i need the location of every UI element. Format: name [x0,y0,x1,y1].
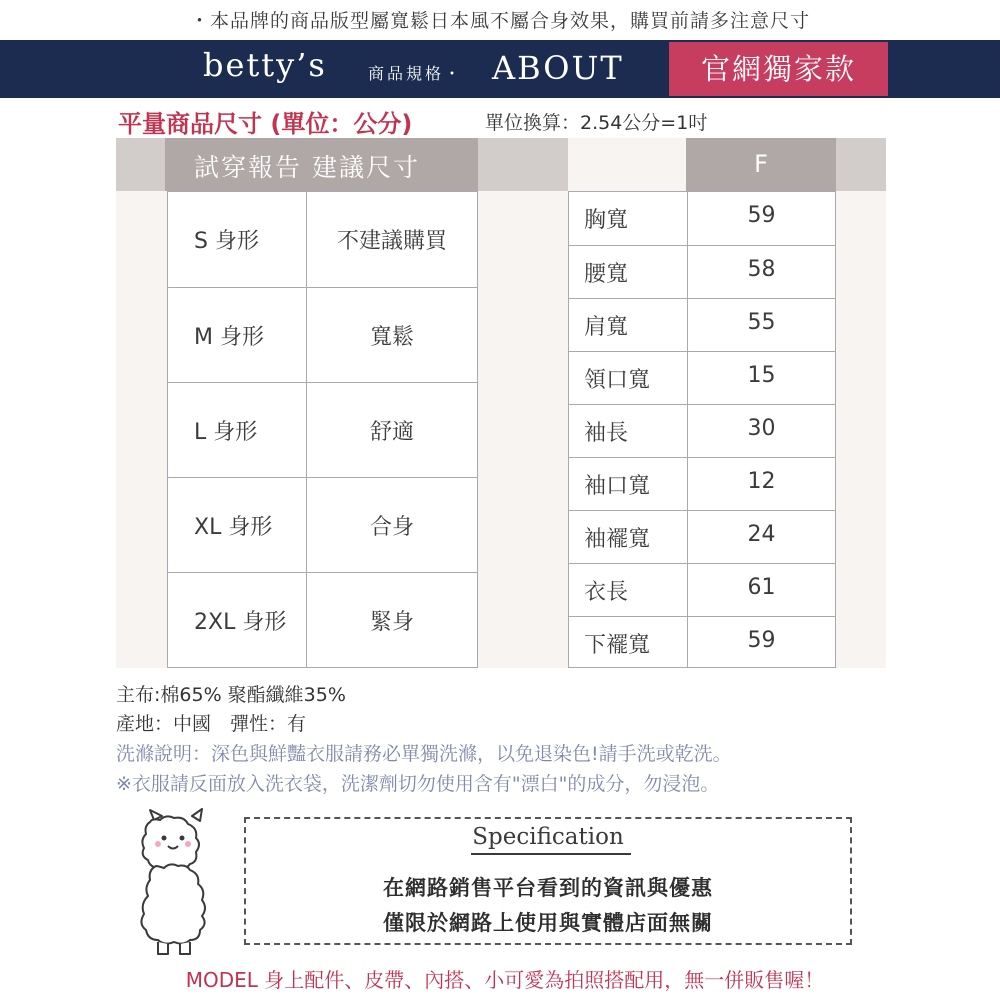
table-row [569,192,835,245]
notice-text: ・本品牌的商品版型屬寬鬆日本風不屬合身效果，購買前請多注意尺寸 [189,10,810,32]
measure-name-cell: 領口寬 [584,368,651,393]
title-underline [471,853,631,855]
wash-warning: ※衣服請反面放入洗衣袋，洗潔劑切勿使用含有"漂白"的成分，勿浸泡。 [116,773,720,795]
fit-advice-cell: 緊身 [369,610,414,635]
measure-name-cell: 肩寬 [584,315,629,340]
about-label: ABOUT [492,49,624,87]
origin-text: 產地：中國 彈性：有 [116,713,307,735]
fit-advice-cell: 不建議購買 [336,229,447,254]
measure-name-cell: 衣長 [584,580,629,605]
measure-value-cell: 58 [747,257,776,282]
measure-name-cell: 袖口寬 [584,474,651,499]
table-row [569,404,835,457]
table-row [569,298,835,351]
promo-line-1: 在網路銷售平台看到的資訊與優惠 [383,876,713,900]
measure-name-cell: 腰寬 [584,262,629,287]
measure-value-cell: 59 [747,203,776,228]
fit-body-cell: S 身形 [194,229,259,254]
measure-value-cell: 30 [747,416,776,441]
measure-name-cell: 袖襬寬 [584,527,651,552]
alpaca-icon [136,808,228,958]
fabric-text: 主布:棉65% 聚酯纖維35% [116,684,346,706]
wash-instructions: 洗滌說明：深色與鮮豔衣服請務必單獨洗滌，以免退染色!請手洗或乾洗。 [116,743,732,765]
size-title: 平量商品尺寸 (單位：公分) [118,110,413,138]
measure-value-cell: 59 [747,628,776,653]
unit-conversion: 單位換算：2.54公分=1吋 [485,112,708,134]
exclusive-badge: 官網獨家款 [669,42,888,96]
table-row [569,510,835,563]
promo-line-2: 僅限於網路上使用與實體店面無關 [383,911,713,935]
measure-name-cell: 胸寬 [584,208,629,233]
fit-advice-cell: 寬鬆 [369,325,414,350]
table-row [569,351,835,404]
fit-report-heading: 試穿報告 建議尺寸 [194,153,420,182]
measurement-table [568,191,836,668]
fit-body-cell: L 身形 [194,420,258,445]
specification-title: Specification [472,824,624,850]
size-f-heading: F [754,150,768,178]
specification-notice [244,817,852,945]
measure-value-cell: 24 [747,522,776,547]
table-row [168,382,477,477]
table-row [569,563,835,616]
table-row [569,457,835,510]
measure-name-cell: 下襬寬 [584,633,651,658]
brand-bar [0,40,1000,98]
header-band [836,138,886,191]
model-accessory-note: MODEL 身上配件、皮帶、內搭、小可愛為拍照搭配用，無一併販售喔！ [185,968,825,992]
measure-value-cell: 15 [747,363,776,388]
header-band [478,138,568,191]
fit-advice-cell: 合身 [369,515,414,540]
measure-value-cell: 12 [747,469,776,494]
table-row [168,477,477,572]
measure-name-cell: 袖長 [584,421,629,446]
table-row [168,287,477,382]
table-row [168,572,477,667]
fit-advice-cell: 舒適 [369,420,414,445]
fit-body-cell: XL 身形 [194,515,273,540]
table-row [569,616,835,667]
header-band [116,138,165,191]
fit-report-table [167,191,478,668]
brand-logo: betty’s [203,46,327,84]
table-row [569,245,835,298]
spec-label: 商品規格・ [368,64,464,83]
measure-value-cell: 55 [747,310,776,335]
table-row [168,192,477,287]
fit-body-cell: M 身形 [194,325,264,350]
measure-value-cell: 61 [747,575,776,600]
fit-body-cell: 2XL 身形 [194,610,287,635]
alpaca-illustration [136,808,228,962]
